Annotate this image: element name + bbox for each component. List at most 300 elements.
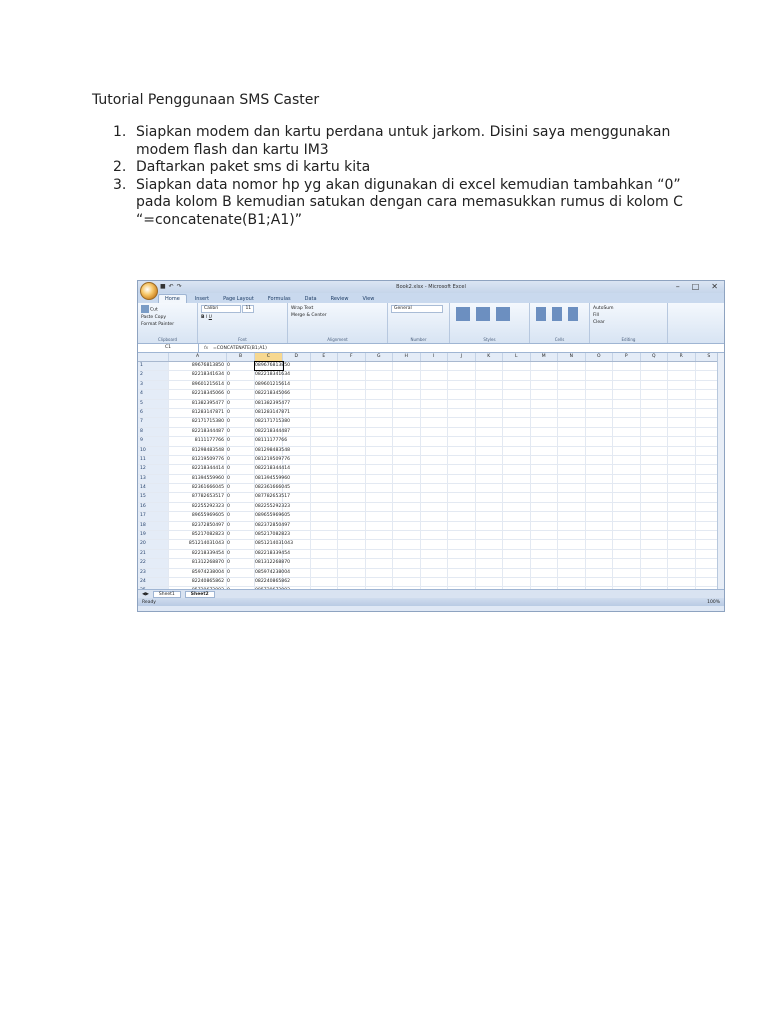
empty-cell[interactable] [668, 540, 696, 548]
empty-cell[interactable] [531, 465, 559, 473]
cell-a[interactable]: 8111177766 [169, 437, 227, 445]
empty-cell[interactable] [338, 503, 366, 511]
empty-cell[interactable] [311, 371, 339, 379]
copy-button[interactable]: Paste Copy [141, 314, 167, 320]
empty-cell[interactable] [531, 418, 559, 426]
column-header[interactable]: P [613, 353, 641, 361]
row-number[interactable]: 15 [138, 493, 169, 501]
format-cells-icon[interactable] [568, 307, 578, 321]
empty-cell[interactable] [448, 381, 476, 389]
empty-cell[interactable] [641, 390, 669, 398]
empty-cell[interactable] [283, 569, 311, 577]
empty-cell[interactable] [586, 512, 614, 520]
cell-b[interactable]: 0 [227, 493, 255, 501]
empty-cell[interactable] [421, 437, 449, 445]
empty-cell[interactable] [641, 569, 669, 577]
empty-cell[interactable] [476, 578, 504, 586]
empty-cell[interactable] [531, 456, 559, 464]
cell-c[interactable]: 081219509776 [255, 456, 283, 464]
empty-cell[interactable] [668, 550, 696, 558]
select-all-corner[interactable] [138, 353, 169, 361]
tab-data[interactable]: Data [304, 296, 317, 302]
column-header[interactable]: S [696, 353, 724, 361]
row-number[interactable]: 12 [138, 465, 169, 473]
empty-cell[interactable] [613, 465, 641, 473]
column-header[interactable]: M [531, 353, 559, 361]
formula-input[interactable]: =CONCATENATE(B1;A1) [213, 345, 267, 351]
empty-cell[interactable] [558, 522, 586, 530]
empty-cell[interactable] [421, 362, 449, 370]
empty-cell[interactable] [531, 484, 559, 492]
empty-cell[interactable] [613, 503, 641, 511]
empty-cell[interactable] [613, 484, 641, 492]
row-number[interactable]: 10 [138, 447, 169, 455]
cell-c[interactable]: 082255292323 [255, 503, 283, 511]
empty-cell[interactable] [531, 569, 559, 577]
empty-cell[interactable] [366, 428, 394, 436]
empty-cell[interactable] [641, 362, 669, 370]
format-as-table-icon[interactable] [476, 307, 490, 321]
empty-cell[interactable] [311, 522, 339, 530]
column-header[interactable]: Q [641, 353, 669, 361]
sheet-nav-icon[interactable]: ◀▶ [142, 591, 149, 597]
empty-cell[interactable] [613, 409, 641, 417]
cell-c[interactable]: 081298483548 [255, 447, 283, 455]
empty-cell[interactable] [503, 390, 531, 398]
cell-a[interactable]: 82240865862 [169, 578, 227, 586]
empty-cell[interactable] [283, 409, 311, 417]
empty-cell[interactable] [503, 447, 531, 455]
row-number[interactable]: 6 [138, 409, 169, 417]
row-number[interactable]: 11 [138, 456, 169, 464]
empty-cell[interactable] [283, 428, 311, 436]
empty-cell[interactable] [641, 418, 669, 426]
empty-cell[interactable] [641, 371, 669, 379]
empty-cell[interactable] [586, 418, 614, 426]
empty-cell[interactable] [668, 362, 696, 370]
empty-cell[interactable] [393, 550, 421, 558]
empty-cell[interactable] [338, 578, 366, 586]
empty-cell[interactable] [338, 531, 366, 539]
empty-cell[interactable] [421, 456, 449, 464]
empty-cell[interactable] [448, 475, 476, 483]
empty-cell[interactable] [641, 540, 669, 548]
empty-cell[interactable] [558, 390, 586, 398]
empty-cell[interactable] [613, 569, 641, 577]
empty-cell[interactable] [586, 522, 614, 530]
empty-cell[interactable] [283, 531, 311, 539]
empty-cell[interactable] [668, 522, 696, 530]
empty-cell[interactable] [366, 578, 394, 586]
empty-cell[interactable] [311, 587, 339, 589]
cell-c[interactable]: 082218341634 [255, 371, 283, 379]
empty-cell[interactable] [476, 362, 504, 370]
empty-cell[interactable] [668, 418, 696, 426]
empty-cell[interactable] [393, 362, 421, 370]
empty-cell[interactable] [393, 456, 421, 464]
empty-cell[interactable] [586, 475, 614, 483]
office-button-icon[interactable] [140, 282, 158, 300]
fill-button[interactable]: Fill [593, 313, 600, 318]
empty-cell[interactable] [283, 362, 311, 370]
font-family-select[interactable]: Calibri [201, 305, 241, 313]
empty-cell[interactable] [338, 475, 366, 483]
empty-cell[interactable] [503, 381, 531, 389]
empty-cell[interactable] [668, 456, 696, 464]
bold-italic-underline[interactable]: B I U [201, 314, 212, 320]
empty-cell[interactable] [558, 381, 586, 389]
empty-cell[interactable] [531, 409, 559, 417]
empty-cell[interactable] [503, 578, 531, 586]
cell-b[interactable]: 0 [227, 400, 255, 408]
empty-cell[interactable] [613, 390, 641, 398]
empty-cell[interactable] [338, 559, 366, 567]
empty-cell[interactable] [338, 484, 366, 492]
empty-cell[interactable] [531, 390, 559, 398]
empty-cell[interactable] [586, 540, 614, 548]
empty-cell[interactable] [311, 531, 339, 539]
row-number[interactable]: 7 [138, 418, 169, 426]
empty-cell[interactable] [421, 409, 449, 417]
empty-cell[interactable] [531, 587, 559, 589]
cell-c[interactable]: 082372850497 [255, 522, 283, 530]
empty-cell[interactable] [393, 400, 421, 408]
empty-cell[interactable] [338, 390, 366, 398]
column-header[interactable]: A [169, 353, 227, 361]
autosum-button[interactable]: AutoSum [593, 306, 614, 311]
empty-cell[interactable] [503, 475, 531, 483]
sheet-tab[interactable]: Sheet1 [153, 591, 181, 598]
row-number[interactable]: 22 [138, 559, 169, 567]
cell-c[interactable]: 081382395477 [255, 400, 283, 408]
empty-cell[interactable] [448, 390, 476, 398]
cell-b[interactable] [227, 587, 255, 589]
cell-b[interactable]: 0 [227, 437, 255, 445]
cell-b[interactable]: 0 [227, 362, 255, 370]
empty-cell[interactable] [503, 569, 531, 577]
cell-a[interactable]: 82218341634 [169, 371, 227, 379]
empty-cell[interactable] [448, 512, 476, 520]
empty-cell[interactable] [668, 409, 696, 417]
cell-a[interactable]: 82255292323 [169, 503, 227, 511]
empty-cell[interactable] [283, 587, 311, 589]
empty-cell[interactable] [476, 456, 504, 464]
empty-cell[interactable] [531, 493, 559, 501]
cell-a[interactable] [169, 587, 227, 589]
empty-cell[interactable] [476, 381, 504, 389]
empty-cell[interactable] [393, 503, 421, 511]
minimize-icon[interactable]: – [675, 282, 680, 291]
empty-cell[interactable] [448, 465, 476, 473]
empty-cell[interactable] [586, 390, 614, 398]
row-number[interactable]: 1 [138, 362, 169, 370]
empty-cell[interactable] [311, 437, 339, 445]
row-number[interactable] [138, 587, 169, 589]
cell-c[interactable]: 089676813850 [255, 362, 283, 370]
empty-cell[interactable] [668, 381, 696, 389]
empty-cell[interactable] [448, 447, 476, 455]
empty-cell[interactable] [641, 559, 669, 567]
empty-cell[interactable] [613, 400, 641, 408]
empty-cell[interactable] [338, 456, 366, 464]
row-number[interactable]: 2 [138, 371, 169, 379]
cell-b[interactable]: 0 [227, 484, 255, 492]
empty-cell[interactable] [393, 447, 421, 455]
empty-cell[interactable] [503, 371, 531, 379]
empty-cell[interactable] [558, 456, 586, 464]
cell-b[interactable]: 0 [227, 381, 255, 389]
empty-cell[interactable] [641, 447, 669, 455]
empty-cell[interactable] [641, 587, 669, 589]
row-number[interactable]: 8 [138, 428, 169, 436]
column-header[interactable]: R [668, 353, 696, 361]
empty-cell[interactable] [311, 418, 339, 426]
empty-cell[interactable] [668, 531, 696, 539]
empty-cell[interactable] [366, 522, 394, 530]
cell-a[interactable]: 82361666045 [169, 484, 227, 492]
empty-cell[interactable] [448, 578, 476, 586]
cell-a[interactable]: 81298483548 [169, 447, 227, 455]
empty-cell[interactable] [613, 371, 641, 379]
empty-cell[interactable] [338, 400, 366, 408]
empty-cell[interactable] [558, 569, 586, 577]
cell-b[interactable]: 0 [227, 447, 255, 455]
empty-cell[interactable] [338, 587, 366, 589]
empty-cell[interactable] [641, 381, 669, 389]
cell-a[interactable]: 82218344487 [169, 428, 227, 436]
row-number[interactable]: 3 [138, 381, 169, 389]
empty-cell[interactable] [503, 587, 531, 589]
column-header[interactable]: I [421, 353, 449, 361]
redo-icon[interactable]: ↷ [176, 283, 182, 290]
cell-a[interactable]: 82372850497 [169, 522, 227, 530]
empty-cell[interactable] [283, 447, 311, 455]
cell-c[interactable]: 08111177766 [255, 437, 283, 445]
empty-cell[interactable] [586, 428, 614, 436]
empty-cell[interactable] [311, 390, 339, 398]
empty-cell[interactable] [366, 409, 394, 417]
undo-icon[interactable]: ↶ [168, 283, 174, 290]
cell-a[interactable]: 85974238004 [169, 569, 227, 577]
empty-cell[interactable] [283, 559, 311, 567]
empty-cell[interactable] [613, 550, 641, 558]
empty-cell[interactable] [503, 493, 531, 501]
empty-cell[interactable] [421, 559, 449, 567]
empty-cell[interactable] [311, 381, 339, 389]
cell-b[interactable]: 0 [227, 550, 255, 558]
empty-cell[interactable] [613, 447, 641, 455]
empty-cell[interactable] [586, 362, 614, 370]
empty-cell[interactable] [531, 512, 559, 520]
empty-cell[interactable] [366, 418, 394, 426]
empty-cell[interactable] [586, 381, 614, 389]
cell-a[interactable]: 81312268870 [169, 559, 227, 567]
empty-cell[interactable] [421, 531, 449, 539]
clear-button[interactable]: Clear [593, 320, 605, 325]
empty-cell[interactable] [613, 512, 641, 520]
empty-cell[interactable] [641, 493, 669, 501]
cell-c[interactable]: 081283147871 [255, 409, 283, 417]
empty-cell[interactable] [503, 531, 531, 539]
cell-styles-icon[interactable] [496, 307, 510, 321]
tab-review[interactable]: Review [330, 296, 349, 302]
tab-view[interactable]: View [362, 296, 375, 302]
empty-cell[interactable] [531, 428, 559, 436]
empty-cell[interactable] [476, 390, 504, 398]
empty-cell[interactable] [558, 465, 586, 473]
empty-cell[interactable] [558, 587, 586, 589]
empty-cell[interactable] [421, 475, 449, 483]
empty-cell[interactable] [503, 465, 531, 473]
cell-c[interactable]: 082240865862 [255, 578, 283, 586]
column-header[interactable]: E [311, 353, 339, 361]
empty-cell[interactable] [366, 475, 394, 483]
number-format-select[interactable]: General [391, 305, 443, 313]
cell-a[interactable]: 87782653517 [169, 493, 227, 501]
cell-b[interactable]: 0 [227, 559, 255, 567]
empty-cell[interactable] [311, 559, 339, 567]
empty-cell[interactable] [366, 493, 394, 501]
empty-cell[interactable] [366, 362, 394, 370]
row-number[interactable]: 23 [138, 569, 169, 577]
empty-cell[interactable] [338, 362, 366, 370]
empty-cell[interactable] [476, 493, 504, 501]
empty-cell[interactable] [283, 503, 311, 511]
name-box[interactable]: C1 [138, 344, 199, 352]
empty-cell[interactable] [586, 531, 614, 539]
empty-cell[interactable] [476, 447, 504, 455]
empty-cell[interactable] [421, 418, 449, 426]
empty-cell[interactable] [586, 400, 614, 408]
cell-a[interactable]: 89601215614 [169, 381, 227, 389]
cut-button[interactable]: Cut [141, 305, 194, 314]
empty-cell[interactable] [668, 447, 696, 455]
empty-cell[interactable] [338, 522, 366, 530]
empty-cell[interactable] [586, 465, 614, 473]
empty-cell[interactable] [641, 465, 669, 473]
empty-cell[interactable] [586, 484, 614, 492]
insert-cells-icon[interactable] [536, 307, 546, 321]
empty-cell[interactable] [448, 371, 476, 379]
empty-cell[interactable] [558, 475, 586, 483]
empty-cell[interactable] [283, 550, 311, 558]
empty-cell[interactable] [476, 522, 504, 530]
empty-cell[interactable] [641, 428, 669, 436]
empty-cell[interactable] [393, 465, 421, 473]
empty-cell[interactable] [338, 447, 366, 455]
empty-cell[interactable] [393, 409, 421, 417]
cell-b[interactable]: 0 [227, 371, 255, 379]
row-number[interactable]: 19 [138, 531, 169, 539]
empty-cell[interactable] [641, 503, 669, 511]
empty-cell[interactable] [311, 569, 339, 577]
cell-b[interactable]: 0 [227, 428, 255, 436]
empty-cell[interactable] [366, 569, 394, 577]
empty-cell[interactable] [338, 550, 366, 558]
empty-cell[interactable] [393, 484, 421, 492]
empty-cell[interactable] [476, 465, 504, 473]
empty-cell[interactable] [448, 428, 476, 436]
empty-cell[interactable] [668, 475, 696, 483]
cell-a[interactable]: 81382395477 [169, 400, 227, 408]
empty-cell[interactable] [393, 475, 421, 483]
empty-cell[interactable] [338, 418, 366, 426]
cell-a[interactable]: 81219509776 [169, 456, 227, 464]
empty-cell[interactable] [311, 362, 339, 370]
empty-cell[interactable] [476, 437, 504, 445]
empty-cell[interactable] [476, 409, 504, 417]
row-number[interactable]: 17 [138, 512, 169, 520]
empty-cell[interactable] [586, 371, 614, 379]
empty-cell[interactable] [503, 428, 531, 436]
delete-cells-icon[interactable] [552, 307, 562, 321]
row-number[interactable]: 14 [138, 484, 169, 492]
empty-cell[interactable] [393, 587, 421, 589]
cell-b[interactable]: 0 [227, 578, 255, 586]
empty-cell[interactable] [311, 475, 339, 483]
column-header[interactable]: C [255, 353, 283, 361]
empty-cell[interactable] [476, 503, 504, 511]
empty-cell[interactable] [448, 503, 476, 511]
empty-cell[interactable] [448, 559, 476, 567]
empty-cell[interactable] [311, 503, 339, 511]
empty-cell[interactable] [338, 428, 366, 436]
fx-icon[interactable]: fx [203, 345, 209, 351]
empty-cell[interactable] [558, 437, 586, 445]
empty-cell[interactable] [668, 578, 696, 586]
empty-cell[interactable] [668, 390, 696, 398]
empty-cell[interactable] [586, 456, 614, 464]
empty-cell[interactable] [641, 550, 669, 558]
empty-cell[interactable] [393, 531, 421, 539]
empty-cell[interactable] [558, 512, 586, 520]
column-header[interactable]: D [283, 353, 311, 361]
empty-cell[interactable] [338, 493, 366, 501]
empty-cell[interactable] [421, 428, 449, 436]
empty-cell[interactable] [558, 493, 586, 501]
tab-home[interactable]: Home [158, 294, 187, 303]
zoom-level[interactable]: 100% [707, 599, 720, 605]
vertical-scrollbar[interactable] [717, 353, 724, 589]
empty-cell[interactable] [531, 540, 559, 548]
empty-cell[interactable] [558, 540, 586, 548]
cell-c[interactable]: 081394559960 [255, 475, 283, 483]
column-header[interactable]: O [586, 353, 614, 361]
empty-cell[interactable] [366, 540, 394, 548]
empty-cell[interactable] [366, 447, 394, 455]
empty-cell[interactable] [476, 587, 504, 589]
empty-cell[interactable] [393, 512, 421, 520]
cell-c[interactable]: 081312268870 [255, 559, 283, 567]
column-header[interactable]: J [448, 353, 476, 361]
empty-cell[interactable] [668, 569, 696, 577]
empty-cell[interactable] [366, 456, 394, 464]
row-number[interactable]: 5 [138, 400, 169, 408]
empty-cell[interactable] [448, 400, 476, 408]
empty-cell[interactable] [421, 484, 449, 492]
empty-cell[interactable] [393, 493, 421, 501]
empty-cell[interactable] [366, 390, 394, 398]
tab-insert[interactable]: Insert [194, 296, 210, 302]
empty-cell[interactable] [613, 559, 641, 567]
empty-cell[interactable] [613, 531, 641, 539]
empty-cell[interactable] [503, 418, 531, 426]
empty-cell[interactable] [393, 540, 421, 548]
cell-a[interactable]: 82218344414 [169, 465, 227, 473]
empty-cell[interactable] [613, 362, 641, 370]
empty-cell[interactable] [448, 493, 476, 501]
column-header[interactable]: N [558, 353, 586, 361]
